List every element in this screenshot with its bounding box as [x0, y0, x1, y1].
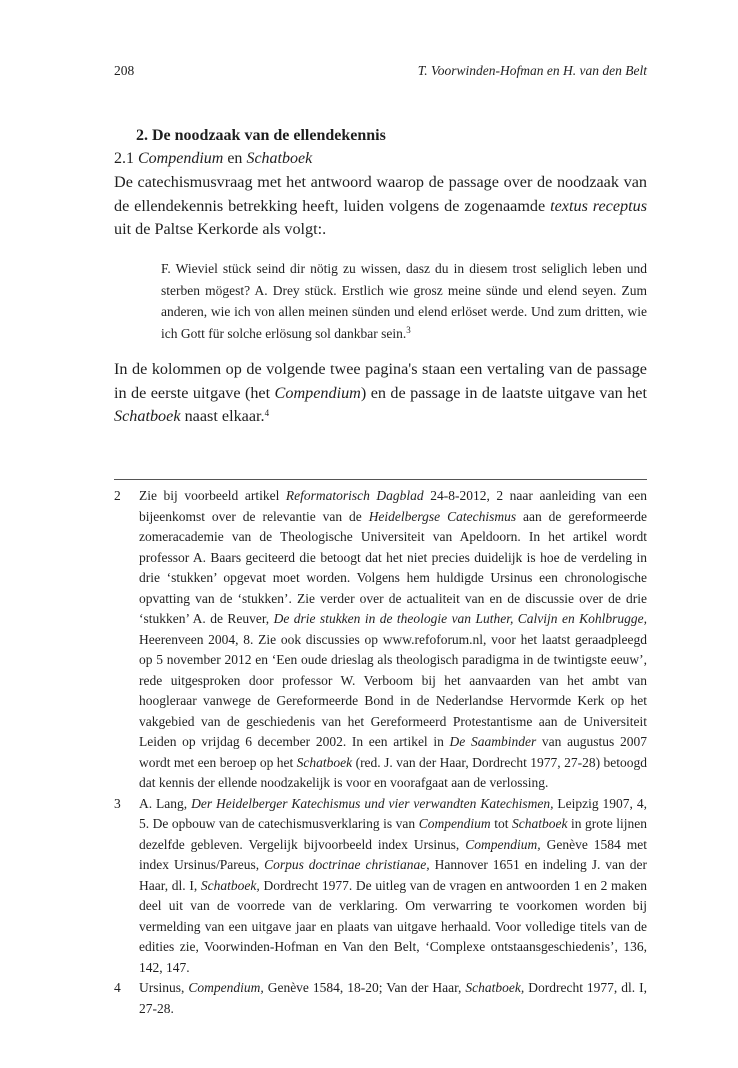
- quote-text: F. Wieviel stück seind dir nötig zu wissen, dasz du in diesem trost seliglich leben und sterben mögest? A. Drey stück. Erstlich wie grosz meine sünde und elend seyen. Zum anderen, wie ich von allen meinen sünden und elend erlöset werde. Und zum dritten, wie ich Gott für solche erlösung sol dankbar sein.: [161, 261, 647, 341]
- footnote-italic: Compendium,: [188, 980, 264, 995]
- body-paragraph-1: [114, 171, 647, 242]
- footnote-2: [114, 486, 647, 794]
- block-quote: [161, 258, 647, 344]
- body-italic: Schatboek: [114, 407, 181, 425]
- footnote-italic: De drie stukken in de theologie van Luther, Calvijn en Kohlbrugge,: [273, 611, 647, 626]
- footnote-italic: Schatboek: [296, 754, 353, 770]
- footnote-number: 3: [114, 795, 121, 811]
- footnote-text: Zie bij voorbeeld artikel: [139, 488, 286, 503]
- footnote-3: [114, 794, 647, 979]
- footnote-text: aan de gereformeerde zomeracademie van de Theologische Universiteit van Apeldoorn. In het artikel wordt professor A. Baars geciteerd die betoogt dat het niet precies duidelijk is hoe de verdeling in drie ‘stukken’ opgevat moet worden. Volgens hem huldigde Ursinus een chronologische opvatting van de ‘stukken’. Zie verder over de actualiteit van en de discussie over de drie ‘stukken’ A. de Reuver,: [139, 508, 647, 626]
- subsection-title-a: Compendium: [138, 150, 224, 167]
- footnote-text: in grote lijnen dezelfde gebleven. Vergelijk bijvoorbeeld index Ursinus,: [139, 816, 647, 852]
- body-text: De catechismusvraag met het antwoord waarop de passage over de noodzaak van de ellendekennis betrekking heeft, luiden volgens de zogenaamde: [114, 173, 647, 215]
- body-text: In de kolommen op de volgende twee pagina's staan een vertaling van de passage in de eerste uitgave (het: [114, 360, 647, 402]
- running-header: [114, 63, 647, 83]
- footnote-italic: Schatboek: [511, 816, 568, 831]
- footnote-italic: Heidelbergse Catechismus: [368, 508, 517, 524]
- footnote-text: Dordrecht 1977. De uitleg van de vragen en antwoorden 1 en 2 maken deel uit van de voorrede van de verklaring. Om verwarring te voorkomen worden bij vermelding van een uitgave jaar en plaats van uitgave herhaald. Voor volledige titels van de edities zie, Voorwinden-Hofman en Van den Belt, ‘Complexe ontstaansgeschiedenis’, 136, 142, 147.: [139, 877, 647, 975]
- footnote-italic: Schatboek,: [200, 877, 260, 893]
- footnote-text: Dordrecht 1977, dl. I, 27-28.: [139, 980, 647, 1016]
- footnote-italic: Der Heidelberger Katechismus und vier verwandten Katechismen,: [191, 795, 554, 811]
- section-heading: 2. De noodzaak van de ellendekennis: [136, 127, 386, 144]
- footnote-text: (red. J. van der Haar, Dordrecht 1977, 27-28) betoogd dat kennis der ellende noodzakelijk is voor en voorafgaat aan de verlossing.: [139, 754, 647, 790]
- footnote-text: tot: [490, 816, 512, 831]
- footnote-italic: De Saambinder: [449, 734, 537, 749]
- footnote-number: 2: [114, 488, 121, 503]
- footnote-italic: Compendium: [418, 816, 491, 831]
- subsection-joiner: en: [223, 150, 247, 167]
- footnote-italic: Reformatorisch Dagblad: [285, 488, 424, 503]
- footnote-4: [114, 978, 647, 1019]
- body-italic: textus receptus: [550, 196, 648, 215]
- footnotes: [114, 486, 647, 1019]
- subsection-heading: [114, 150, 312, 168]
- body-text: uit de Paltse Kerkorde als volgt:.: [114, 220, 327, 238]
- footnote-italic: Schatboek,: [465, 980, 525, 995]
- footnote-number: 4: [114, 980, 121, 995]
- subsection-number: 2.1: [114, 150, 138, 167]
- body-paragraph-2: [114, 358, 647, 429]
- footnote-text: Hannover 1651 en indeling J. van der Haar, dl. I,: [139, 857, 647, 893]
- running-head-authors: T. Voorwinden-Hofman en H. van den Belt: [417, 63, 647, 78]
- footnote-text: van augustus 2007 wordt met een beroep op het: [139, 734, 647, 770]
- body-text: ) en de passage in de laatste uitgave van het: [360, 383, 647, 402]
- subsection-title-b: Schatboek: [246, 150, 313, 167]
- footnote-text: Genève 1584 met index Ursinus/Pareus,: [139, 836, 648, 872]
- footnote-text: 24-8-2012, 2 naar aanleiding van een bijeenkomst over de relevantie van de: [139, 488, 648, 524]
- body-text: naast elkaar.: [180, 407, 265, 425]
- footnote-italic: Compendium,: [465, 836, 541, 852]
- footnote-text: A. Lang,: [139, 795, 192, 811]
- footnote-text: Genève 1584, 18-20; Van der Haar,: [263, 980, 466, 995]
- page-number: 208: [114, 63, 135, 78]
- body-italic: Compendium: [274, 383, 361, 402]
- footnote-ref-4[interactable]: 4: [264, 408, 270, 418]
- footnote-text: Leipzig 1907, 4, 5. De opbouw van de catechismusverklaring is van: [139, 795, 647, 831]
- footnote-italic: Corpus doctrinae christianae,: [264, 857, 430, 872]
- footnote-ref-3[interactable]: 3: [406, 324, 411, 335]
- footnote-text: Heerenveen 2004, 8. Zie ook discussies op www.refoforum.nl, voor het laatst geraadpleegd op 5 november 2012 en ‘Een oude drieslag als theologisch paradigma in de twintigste eeuw’, rede uitgesproken door professor W. Verboom bij het aanvaarden van het ambt van hoogleraar vanwege de Gereformeerde Bond in de Nederlandse Hervormde Kerk op het vakgebied van de geschiedenis van het Gereformeerd Protestantisme aan de Universiteit Leiden op vrijdag 6 december 2002. In een artikel in: [139, 631, 647, 749]
- footnote-text: Ursinus,: [139, 980, 189, 995]
- footnote-rule: [114, 479, 647, 480]
